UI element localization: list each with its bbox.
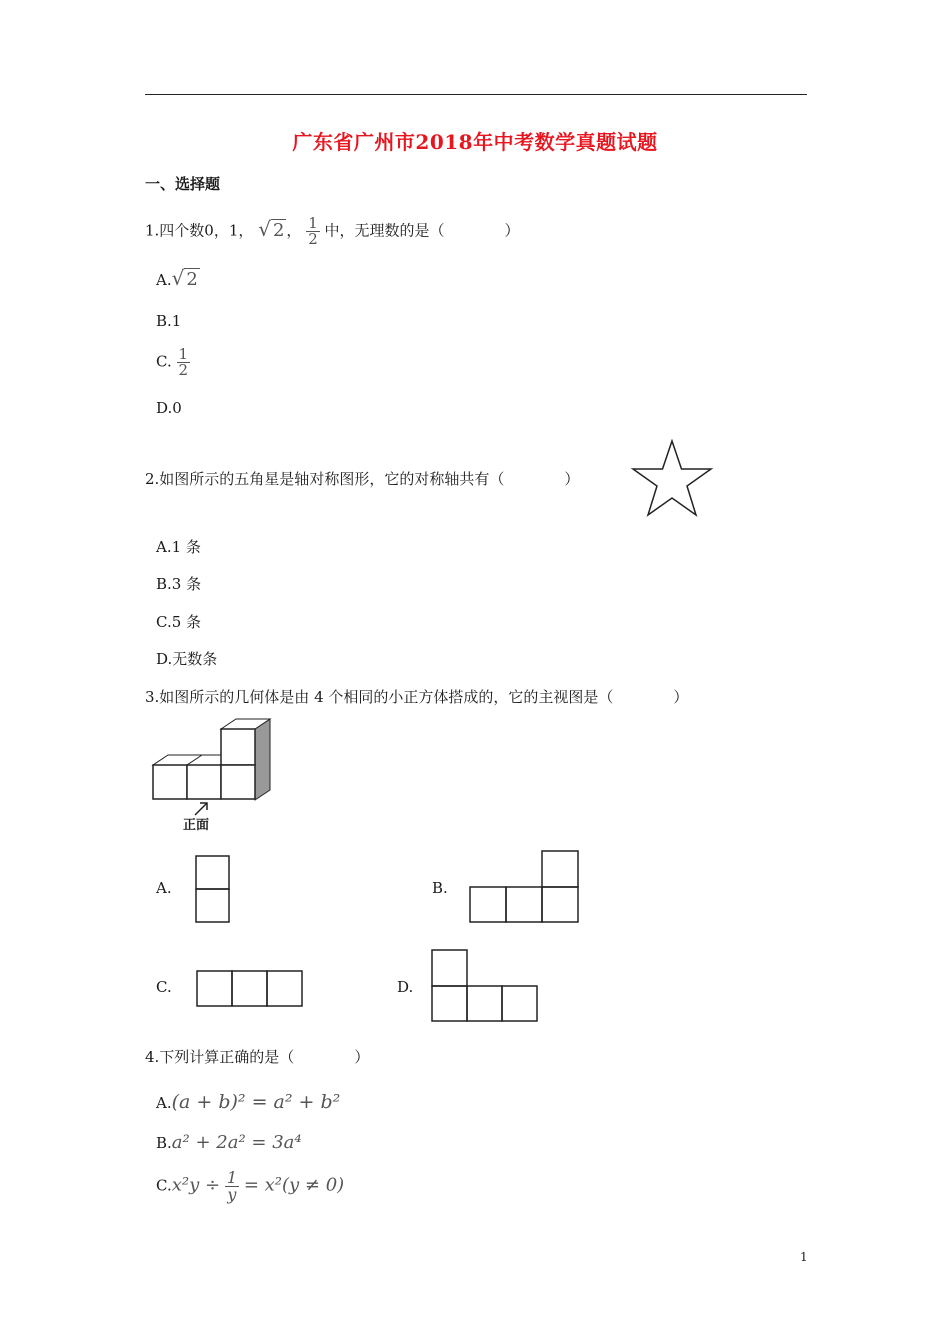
view-option-b-figure xyxy=(469,850,581,924)
fraction-one-over-y xyxy=(225,1170,239,1203)
page-title: 广东省广州市2018年中考数学真题试题 xyxy=(292,130,658,154)
sqrt-2-symbol: √ 2 xyxy=(258,216,285,241)
q1-frac-den: 2 xyxy=(308,230,318,248)
question-4-stem: 4.下列计算正确的是（ ） xyxy=(145,1048,370,1066)
question-3-stem: 3.如图所示的几何体是由 4 个相同的小正方体搭成的，它的主视图是（ ） xyxy=(145,688,689,706)
q1-stem-post: 中，无理数的是（ ） xyxy=(324,221,520,240)
q4-option-c xyxy=(156,1170,344,1203)
page-number: 1 xyxy=(800,1250,808,1264)
q4-option-c-den: y xyxy=(227,1185,237,1204)
q3-option-a-label: A. xyxy=(156,879,172,897)
q1-option-b: B.1 xyxy=(156,312,182,330)
view-option-a-figure xyxy=(195,855,231,923)
fraction-half xyxy=(177,347,191,378)
q4-option-c-pre: x²y ÷ xyxy=(171,1174,221,1196)
question-2-stem: 2.如图所示的五角星是轴对称图形，它的对称轴共有（ ） xyxy=(145,470,580,488)
q1-frac-num: 1 xyxy=(308,214,318,232)
q4-option-a-expr: (a + b)² = a² + b² xyxy=(171,1091,341,1113)
q4-option-b-expr: a² + 2a² = 3a⁴ xyxy=(171,1132,302,1153)
q4-option-a xyxy=(156,1091,340,1113)
q2-option-a: A.1 条 xyxy=(156,538,201,556)
q1-option-c-label: C. xyxy=(156,352,172,371)
q1-stem-pre: 1.四个数0，1， xyxy=(145,221,254,240)
q2-option-d: D.无数条 xyxy=(156,650,218,668)
sqrt-2-symbol: √ 2 xyxy=(171,266,198,290)
q1-option-d: D.0 xyxy=(156,399,182,417)
header-rule xyxy=(145,94,807,95)
fraction-half xyxy=(306,216,320,247)
q4-option-b xyxy=(156,1132,302,1153)
q1-option-a-radicand: 2 xyxy=(186,269,198,290)
q3-option-d-label: D. xyxy=(397,978,414,996)
q4-option-a-label: A. xyxy=(156,1094,172,1112)
q4-option-c-num: 1 xyxy=(226,1168,238,1187)
five-pointed-star-figure xyxy=(630,438,714,518)
view-option-d-figure xyxy=(431,949,541,1023)
q1-option-a xyxy=(156,266,200,290)
section-heading: 一、选择题 xyxy=(145,175,221,193)
q4-option-c-label: C. xyxy=(156,1176,172,1195)
q3-option-b-label: B. xyxy=(432,879,448,897)
q4-option-c-post: = x²(y ≠ 0) xyxy=(243,1174,345,1196)
q1-comma: ， xyxy=(286,221,302,240)
q2-option-c: C.5 条 xyxy=(156,613,202,631)
question-1-stem xyxy=(145,216,520,247)
q1-option-c-den: 2 xyxy=(178,361,189,379)
q1-option-c-num: 1 xyxy=(178,345,189,363)
q3-option-c-label: C. xyxy=(156,978,172,996)
q4-option-b-label: B. xyxy=(156,1134,172,1152)
q1-sqrt-radicand: 2 xyxy=(272,219,285,241)
q2-option-b: B.3 条 xyxy=(156,575,202,593)
cube-solid-figure xyxy=(150,718,280,833)
q1-option-c xyxy=(156,347,190,378)
q1-option-a-label: A. xyxy=(156,271,172,289)
view-option-c-figure xyxy=(195,969,305,1009)
front-view-label: 正面 xyxy=(183,818,210,833)
